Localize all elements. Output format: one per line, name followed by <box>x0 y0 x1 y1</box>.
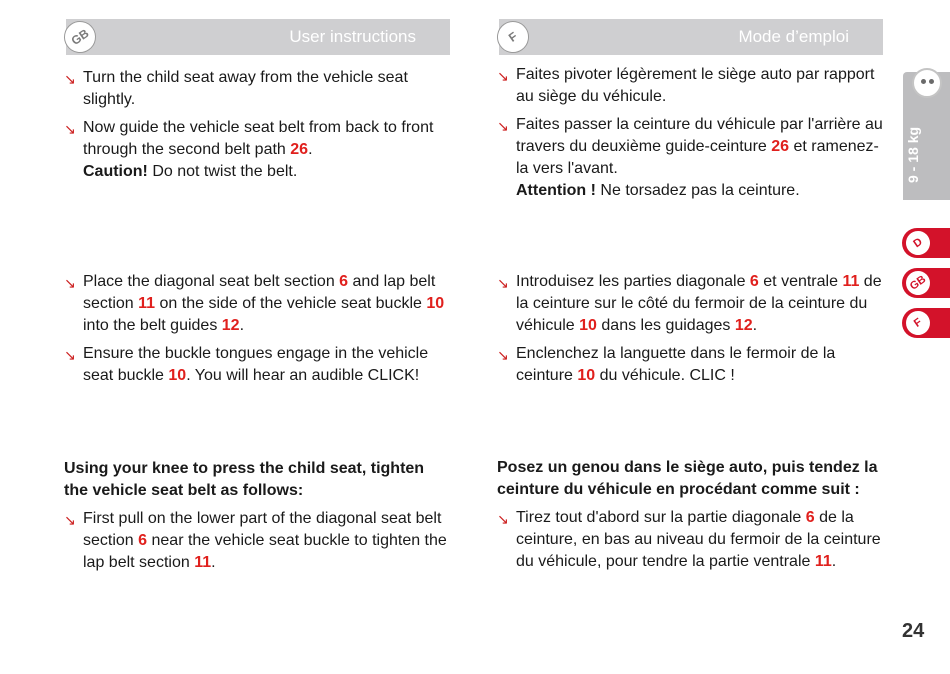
reference-number: 11 <box>138 295 156 312</box>
arrow-bullet-icon: ↘ <box>497 68 509 84</box>
gb-section-heading: Using your knee to press the child seat, tighten the vehicle seat belt as follows: <box>64 460 425 499</box>
reference-number: 12 <box>221 317 240 334</box>
reference-number: 10 <box>168 367 187 384</box>
list-item: ↘ Enclenchez la languette dans le fermoir de la ceinture 10 du véhicule. CLIC ! <box>497 345 836 384</box>
arrow-bullet-icon: ↘ <box>497 347 509 363</box>
page-number: 24 <box>902 620 925 642</box>
gb-section-1 <box>64 67 452 189</box>
fr-language-badge: F <box>491 15 536 60</box>
list-item: ↘ Tirez tout d'abord sur la partie diagonale 6 de la ceinture, en bas au niveau du fermoir de la ceinture du véhicule, pour tendre la partie ventrale 11. <box>497 509 881 570</box>
list-item: ↘ Turn the child seat away from the vehicle seat slightly. <box>64 69 408 108</box>
list-item: ↘ Faites pivoter légèrement le siège auto par rapport au siège du véhicule. <box>497 66 875 105</box>
language-tab-d[interactable]: D <box>902 228 950 258</box>
gb-language-badge: GB <box>58 15 103 60</box>
weight-range-label: 9 - 18 kg <box>905 126 921 183</box>
reference-number: 26 <box>771 138 790 155</box>
reference-number: 11 <box>842 273 860 290</box>
caution-label: Attention ! <box>516 182 596 199</box>
arrow-bullet-icon: ↘ <box>497 275 509 291</box>
fr-section-heading: Posez un genou dans le siège auto, puis tendez la ceinture du véhicule en procédant comme suit : <box>497 459 878 498</box>
fr-column <box>497 0 887 674</box>
list-item: ↘ Faites passer la ceinture du véhicule par l'arrière au travers du deuxième guide-ceinture 26 et ramenez-la vers l'avant. Attention ! Ne torsadez pas la ceinture. <box>497 116 883 199</box>
arrow-bullet-icon: ↘ <box>64 512 76 528</box>
arrow-bullet-icon: ↘ <box>64 275 76 291</box>
reference-number: 6 <box>805 509 815 526</box>
arrow-bullet-icon: ↘ <box>64 121 76 137</box>
reference-number: 6 <box>138 532 148 549</box>
list-item: ↘ First pull on the lower part of the diagonal seat belt section 6 near the vehicle seat buckle to tighten the lap belt section 11. <box>64 510 447 571</box>
gb-header-title: User instructions <box>289 27 416 46</box>
fr-section-3 <box>497 457 887 579</box>
caution-label: Caution! <box>83 163 148 180</box>
gb-section-2 <box>64 271 452 393</box>
list-item: ↘ Introduisez les parties diagonale 6 et ventrale 11 de la ceinture sur le côté du fermoir de la ceinture du véhicule 10 dans les guidages 12. <box>497 273 882 334</box>
fr-section-2 <box>497 271 887 393</box>
reference-number: 10 <box>579 317 597 334</box>
arrow-bullet-icon: ↘ <box>64 347 76 363</box>
arrow-bullet-icon: ↘ <box>497 118 509 134</box>
list-item: ↘ Place the diagonal seat belt section 6 and lap belt section 11 on the side of the vehicle seat buckle 10 into the belt guides 12. <box>64 273 445 334</box>
reference-number: 6 <box>339 273 349 290</box>
fr-header-title: Mode d’emploi <box>738 27 849 46</box>
reference-number: 12 <box>734 317 753 334</box>
language-tab-gb[interactable]: GB <box>902 268 950 298</box>
reference-number: 10 <box>577 367 596 384</box>
reference-number: 11 <box>194 554 212 571</box>
arrow-bullet-icon: ↘ <box>64 71 76 87</box>
reference-number: 26 <box>290 141 309 158</box>
language-tab-f[interactable]: F <box>902 308 950 338</box>
weight-group-tab <box>903 72 950 200</box>
gb-column <box>64 0 452 674</box>
child-face-icon <box>912 68 942 98</box>
arrow-bullet-icon: ↘ <box>497 511 509 527</box>
reference-number: 10 <box>426 295 445 312</box>
reference-number: 6 <box>749 273 759 290</box>
list-item: ↘ Ensure the buckle tongues engage in the vehicle seat buckle 10. You will hear an audible CLICK! <box>64 345 429 384</box>
gb-section-3 <box>64 458 452 580</box>
reference-number: 11 <box>814 553 832 570</box>
list-item: ↘ Now guide the vehicle seat belt from back to front through the second belt path 26. Caution! Do not twist the belt. <box>64 119 434 180</box>
fr-section-1 <box>497 64 887 208</box>
